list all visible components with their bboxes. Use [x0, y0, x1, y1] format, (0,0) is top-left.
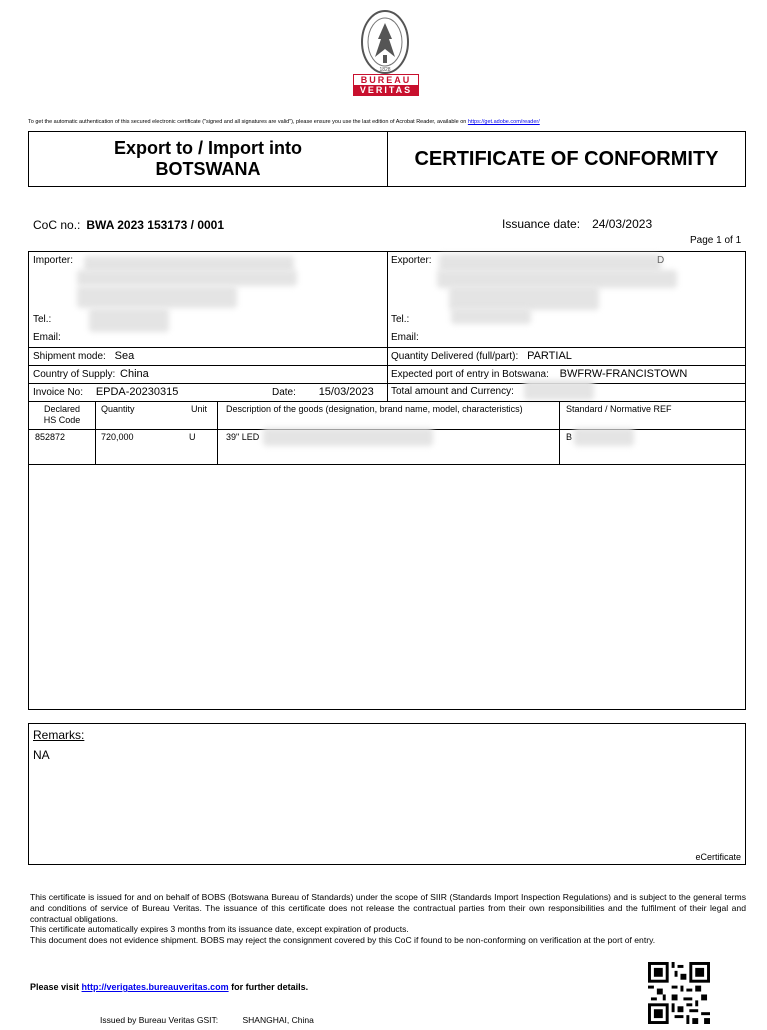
- goods-bottom-divider: [29, 464, 745, 465]
- quantity-delivered-label: Quantity Delivered (full/part):: [391, 351, 519, 362]
- export-import-heading: [29, 138, 387, 180]
- invoice-label: Invoice No:: [33, 387, 84, 398]
- importer-email-label: Email:: [33, 332, 61, 343]
- certificate-details-table: [28, 251, 746, 710]
- standard-cell: B: [566, 432, 573, 442]
- invoice-date: [272, 386, 374, 398]
- adobe-reader-link[interactable]: https://get.adobe.com/reader/: [467, 119, 540, 125]
- country-of-supply-value: China: [120, 368, 149, 380]
- col-divider: [217, 401, 218, 464]
- country-of-supply: [33, 368, 149, 380]
- bureau-veritas-seal-icon: [361, 9, 409, 75]
- description-cell: 39" LED: [226, 432, 260, 442]
- standard-header: Standard / Normative REF: [566, 404, 672, 414]
- importer-label: Importer:: [33, 255, 74, 266]
- coc-number: BWA 2023 153173 / 0001: [86, 218, 225, 232]
- visit-prefix: Please visit: [30, 982, 82, 992]
- remarks-value: NA: [33, 748, 50, 762]
- total-amount-label: Total amount and Currency:: [391, 386, 514, 397]
- page-number: Page 1 of 1: [690, 235, 742, 246]
- legal-line-1: This certificate is issued for and on behalf of BOBS (Botswana Bureau of Standards) under the scope of SIIR (Standards Import Inspection Regulations) and is subject to the general terms and conditions of service of Bureau Veritas. The issuance of this certificate does not release the contractual parties from their own responsibilities and the fulfilment of their legal and contractual obligations.: [30, 892, 746, 924]
- export-line-2: BOTSWANA: [155, 159, 261, 179]
- importer-tel-redacted: [89, 308, 169, 332]
- invoice-date-label: Date:: [272, 387, 296, 398]
- port-of-entry-value: BWFRW-FRANCISTOWN: [559, 368, 688, 380]
- row-divider: [29, 347, 745, 348]
- seal-year: 1828: [379, 67, 391, 73]
- visit-suffix: for further details.: [228, 982, 309, 992]
- hs-code-header: [29, 404, 95, 426]
- quantity-delivered: [391, 350, 572, 362]
- unit-cell: U: [189, 432, 196, 442]
- logo-word-veritas: VERITAS: [353, 85, 419, 96]
- invoice-date-value: 15/03/2023: [318, 386, 374, 398]
- issued-by: [100, 1015, 314, 1025]
- remarks-label: Remarks:: [33, 728, 85, 742]
- total-amount-redacted: [524, 380, 594, 400]
- shipment-mode-label: Shipment mode:: [33, 351, 106, 362]
- authentication-note: [28, 119, 540, 125]
- invoice-number-value: EPDA-20230315: [95, 386, 179, 398]
- invoice-number: [33, 386, 178, 398]
- quantity-delivered-value: PARTIAL: [527, 350, 572, 362]
- export-line-1: Export to / Import into: [114, 138, 302, 158]
- bureau-veritas-logo: [348, 7, 424, 99]
- party-divider: [387, 252, 388, 402]
- verification-note: [30, 982, 308, 992]
- description-header: Description of the goods (designation, brand name, model, characteristics): [226, 404, 523, 414]
- exporter-label: Exporter:: [391, 255, 432, 266]
- remarks-box: [28, 723, 746, 865]
- auth-note-text: To get the automatic authentication of this secured electronic certificate ("signed and all signatures are valid"), please ensure you use the last edition of Acrobat Reader, available on: [28, 119, 468, 125]
- importer-address-redacted-2: [77, 286, 237, 308]
- col-divider: [95, 401, 96, 464]
- certificate-title: CERTIFICATE OF CONFORMITY: [414, 148, 719, 170]
- row-divider: [29, 401, 745, 402]
- importer-tel-label: Tel.:: [33, 314, 52, 325]
- quantity-cell: 720,000: [101, 432, 134, 442]
- hs-code-cell: 852872: [35, 432, 66, 442]
- title-box: [28, 131, 746, 187]
- country-of-supply-label: Country of Supply:: [33, 369, 116, 380]
- issued-by-place: SHANGHAI, China: [242, 1015, 314, 1025]
- exporter-name-fragment: D: [657, 255, 665, 266]
- legal-line-2: This certificate automatically expires 3 months from its issuance date, except expiration of products.: [30, 924, 409, 935]
- ecertificate-label: eCertificate: [695, 852, 741, 862]
- shipment-mode: [33, 350, 134, 362]
- row-divider: [29, 383, 745, 384]
- shipment-mode-value: Sea: [114, 350, 135, 362]
- issuance-date: 24/03/2023: [592, 217, 653, 231]
- exporter-email-label: Email:: [391, 332, 419, 343]
- description-redacted: [263, 428, 433, 446]
- quantity-header: Quantity: [101, 404, 135, 414]
- port-of-entry: [391, 368, 687, 380]
- col-divider: [559, 401, 560, 464]
- coc-label: CoC no.:: [33, 218, 81, 232]
- hs-header-line-1: Declared: [43, 404, 81, 414]
- exporter-tel-redacted: [451, 308, 531, 324]
- exporter-tel-label: Tel.:: [391, 314, 410, 325]
- issued-by-label: Issued by Bureau Veritas GSIT:: [100, 1015, 219, 1025]
- exporter-address-redacted-2: [449, 286, 599, 310]
- issuance-line: [502, 217, 652, 231]
- legal-statement: [30, 892, 746, 946]
- standard-redacted: [574, 428, 634, 446]
- qr-code-icon: [648, 962, 710, 1024]
- port-of-entry-label: Expected port of entry in Botswana:: [391, 369, 549, 380]
- logo-word-bureau: BUREAU: [353, 74, 419, 87]
- importer-address-redacted: [77, 270, 297, 286]
- verigates-link[interactable]: http://verigates.bureauveritas.com: [81, 982, 229, 992]
- coc-number-line: [33, 218, 224, 232]
- issuance-label: Issuance date:: [502, 217, 581, 231]
- legal-line-3: This document does not evidence shipment. BOBS may reject the consignment covered by this CoC if found to be non-conforming on verification at the port of entry.: [30, 935, 656, 946]
- hs-header-line-2: HS Code: [43, 415, 81, 425]
- unit-header: Unit: [191, 404, 208, 414]
- row-divider: [29, 365, 745, 366]
